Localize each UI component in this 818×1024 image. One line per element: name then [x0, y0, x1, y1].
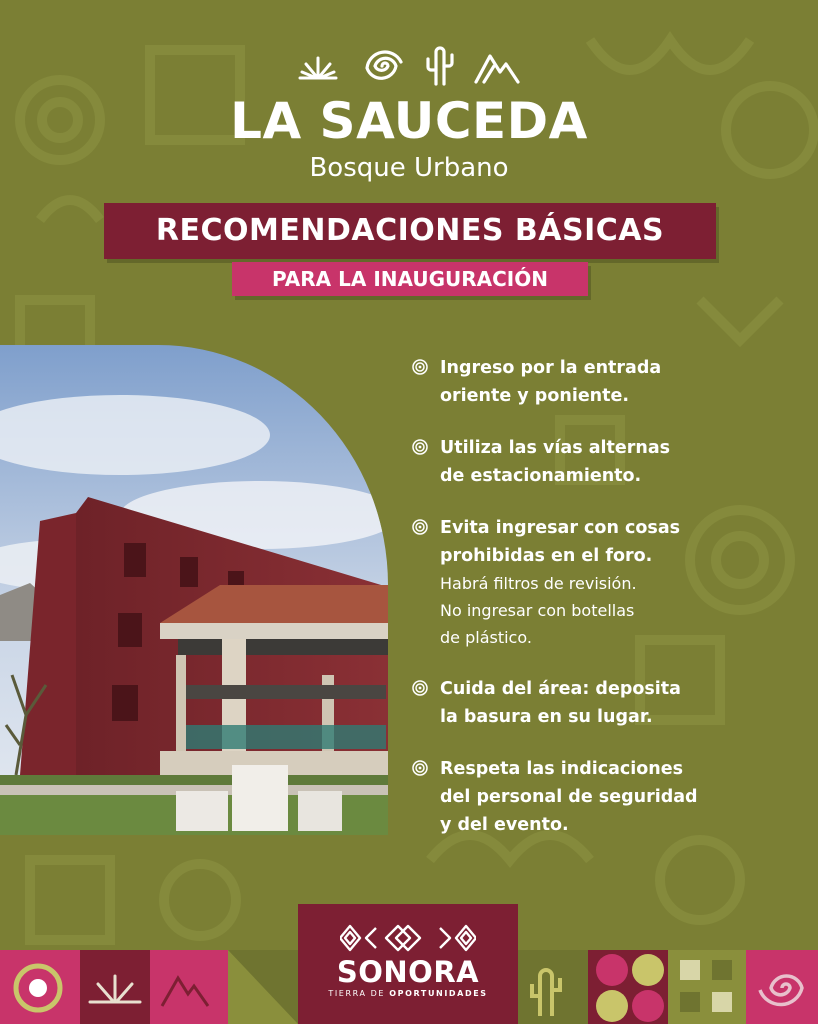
list-item	[412, 755, 812, 839]
list-item	[412, 354, 812, 410]
sonora-tagline	[298, 988, 518, 1000]
sub-banner-text: PARA LA INAUGURACIÓN	[271, 267, 548, 291]
spiral-bullet-icon	[412, 760, 428, 776]
sonora-wordmark: SONORA	[336, 955, 480, 989]
list-item	[412, 514, 812, 651]
cactus-icon	[428, 48, 452, 84]
item-note: Habrá filtros de revisión. No ingresar con botellas de plástico.	[440, 574, 637, 647]
page-title: LA SAUCEDA	[230, 92, 588, 150]
sonora-emblem-icon	[340, 920, 476, 956]
spiral-bullet-icon	[412, 439, 428, 455]
mountain-icon	[476, 56, 518, 82]
spiral-bullet-icon	[412, 680, 428, 696]
item-title: Evita ingresar con cosas prohibidas en el foro.	[440, 518, 681, 566]
item-title: Respeta las indicaciones del personal de seguridad y del evento.	[440, 759, 698, 835]
sonora-logo	[298, 904, 518, 1024]
sub-banner	[232, 262, 588, 296]
spiral-icon	[367, 52, 401, 78]
page-subtitle: Bosque Urbano	[309, 153, 509, 183]
item-title: Utiliza las vías alternas de estacionamiento.	[440, 438, 671, 486]
spiral-bullet-icon	[412, 519, 428, 535]
header-icons	[296, 44, 524, 88]
main-banner	[104, 203, 716, 259]
agave-icon	[300, 58, 336, 78]
main-banner-text: RECOMENDACIONES BÁSICAS	[155, 213, 665, 248]
list-item	[412, 434, 812, 490]
tagline-bold: OPORTUNIDADES	[389, 989, 488, 998]
spiral-bullet-icon	[412, 359, 428, 375]
item-title: Ingreso por la entrada oriente y poniente.	[440, 358, 662, 406]
list-item	[412, 675, 812, 731]
recommendations-list	[412, 354, 812, 863]
item-title: Cuida del área: deposita la basura en su lugar.	[440, 679, 681, 727]
tagline-prefix: TIERRA DE	[328, 989, 390, 998]
